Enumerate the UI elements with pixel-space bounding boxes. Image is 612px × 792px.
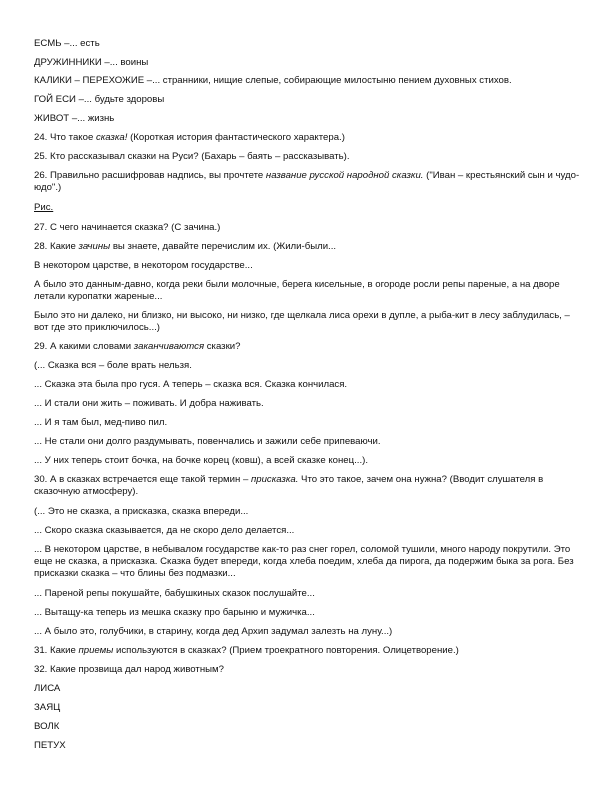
- question-29-emphasis: заканчиваются: [133, 341, 205, 352]
- prisk-example-5: ... Вытащу-ка теперь из мешка сказку про барыню и мужичка...: [34, 607, 315, 618]
- question-28-emphasis: зачины: [78, 241, 111, 252]
- glossary-line-goi-esi: ГОЙ ЕСИ –... будьте здоровы: [34, 94, 165, 105]
- animal-fox: ЛИСА: [34, 683, 61, 694]
- zachin-example-3: Было это ни далеко, ни близко, ни высоко, ни низко, где щелкала лиса орехи в дупле, а рыба-кит в лесу заблудилась, – вот где это приключилось...): [34, 310, 570, 333]
- question-28-text: 28. Какие: [34, 241, 79, 252]
- ending-example-5: ... Не стали они долго раздумывать, повенчались и зажили себе припеваючи.: [34, 436, 381, 447]
- zachin-example-2: А было это данным-давно, когда реки были молочные, берега кисельные, в огороде росли репы пареные, а на дворе летали куропатки жареные...: [34, 279, 560, 302]
- glossary-line-kaliki: КАЛИКИ – ПЕРЕХОЖИЕ –... странники, нищие слепые, собирающие милостыню пением духовных стихов.: [34, 75, 512, 86]
- question-24-text: 24. Что такое: [34, 132, 96, 143]
- glossary-line-zhivot: ЖИВОТ –... жизнь: [34, 113, 115, 124]
- prisk-example-2: ... Скоро сказка сказывается, да не скоро дело делается...: [34, 525, 295, 536]
- glossary-line-druzhinniki: ДРУЖИННИКИ –... воины: [34, 57, 149, 68]
- question-31-text: 31. Какие: [34, 645, 79, 656]
- question-31-answer: используются в сказках? (Прием троекратного повторения. Олицетворение.): [113, 645, 459, 656]
- question-28-answer: вы знаете, давайте перечислим их. (Жили-были...: [110, 241, 337, 252]
- question-24-answer: (Короткая история фантастического характера.): [127, 132, 345, 143]
- ending-example-3: ... И стали они жить – поживать. И добра наживать.: [34, 398, 264, 409]
- ending-example-6: ... У них теперь стоит бочка, на бочке корец (ковш), а всей сказке конец...).: [34, 455, 368, 466]
- question-29: [34, 341, 240, 353]
- question-26: [34, 170, 582, 194]
- question-30-text: 30. А в сказках встречается еще такой термин –: [34, 474, 251, 485]
- ending-example-2: ... Сказка эта была про гуся. А теперь – сказка вся. Сказка кончилася.: [34, 379, 348, 390]
- question-26-text: 26. Правильно расшифровав надпись, вы прочтете: [34, 170, 266, 181]
- prisk-example-1: (... Это не сказка, а присказка, сказка впереди...: [34, 506, 249, 517]
- question-30-answer: Что это такое, зачем она нужна? (Вводит слушателя в сказочную атмосферу).: [34, 474, 544, 497]
- zachin-example-1: В некотором царстве, в некотором государстве...: [34, 260, 253, 271]
- prisk-example-4: ... Пареной репы покушайте, бабушкиных сказок послушайте...: [34, 588, 315, 599]
- question-29-text: 29. А какими словами: [34, 341, 134, 352]
- question-31: [34, 645, 459, 657]
- question-28: [34, 241, 336, 253]
- ending-example-4: ... И я там был, мед-пиво пил.: [34, 417, 168, 428]
- prisk-example-6: ... А было это, голубчики, в старину, когда дед Архип задумал залезть на луну...): [34, 626, 393, 637]
- question-29-tail: сказки?: [204, 341, 241, 352]
- ending-example-1: (... Сказка вся – боле врать нельзя.: [34, 360, 192, 371]
- glossary-line-esm: ЕСМЬ –... есть: [34, 38, 100, 49]
- animal-wolf: ВОЛК: [34, 721, 60, 732]
- figure-reference: Рис.: [34, 202, 54, 213]
- question-24-emphasis: сказка!: [95, 132, 128, 143]
- prisk-example-3: ... В некотором царстве, в небывалом государстве как-то раз снег горел, соломой тушили, много народу покрутили. Это еще не сказка, а присказка. Сказка будет впереди, когда хлеба поедим, хлеба да пирога, да подержим быка за рога. Без присказки сказка – что блины без подмазки...: [34, 544, 574, 579]
- question-26-answer: ("Иван – крестьянский сын и чудо-юдо".): [34, 170, 580, 193]
- question-32: 32. Какие прозвища дал народ животным?: [34, 664, 224, 675]
- question-30-emphasis: присказка.: [250, 474, 299, 485]
- question-27: 27. С чего начинается сказка? (С зачина.): [34, 222, 221, 233]
- question-25: 25. Кто рассказывал сказки на Руси? (Бахарь – баять – рассказывать).: [34, 151, 350, 162]
- question-31-emphasis: приемы: [78, 645, 114, 656]
- question-26-emphasis: название русской народной сказки.: [265, 170, 424, 181]
- animal-hare: ЗАЯЦ: [34, 702, 61, 713]
- animal-rooster: ПЕТУХ: [34, 740, 66, 751]
- question-24: [34, 132, 345, 144]
- question-30: [34, 474, 582, 498]
